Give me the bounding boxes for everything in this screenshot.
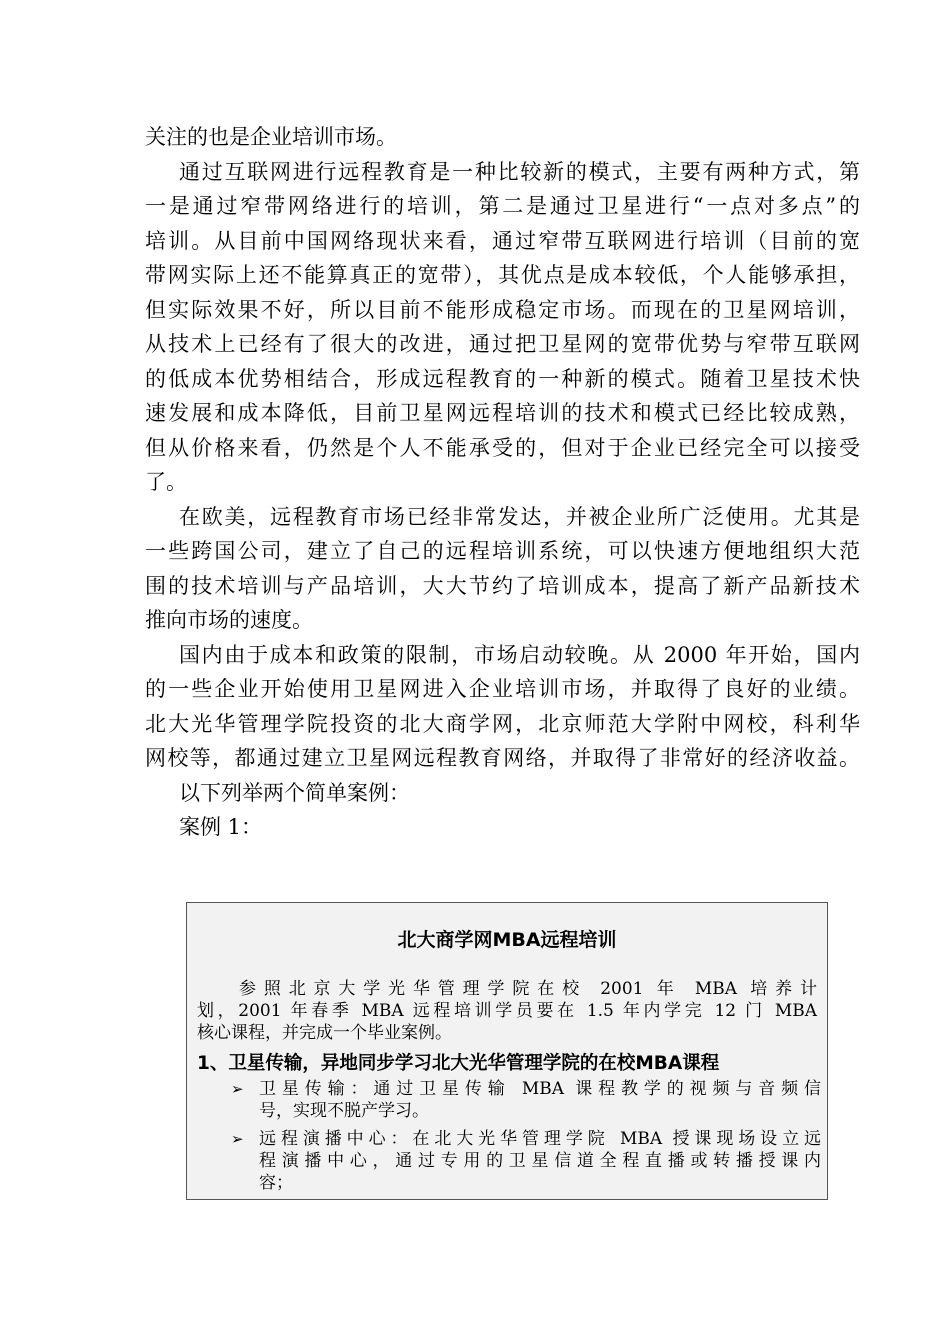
bullet-line: 程演播中心，通过专用的卫星信道全程直播或转播授课内 xyxy=(259,1151,821,1171)
body-text-line: 一些跨国公司，建立了自己的远程培训系统，可以快速方便地组织大范 xyxy=(145,539,860,563)
case-title: 北大商学网MBA远程培训 xyxy=(397,929,617,951)
body-text-line: 网校等，都通过建立卫星网远程教育网络，并取得了非常好的经济收益。 xyxy=(145,746,860,770)
bullet-line: 远程演播中心：在北大光华管理学院 MBA 授课现场设立远 xyxy=(259,1129,821,1149)
body-text-line: 从技术上已经有了很大的改进，通过把卫星网的宽带优势与窄带互联网 xyxy=(145,332,860,356)
arrow-bullet-icon: ➢ xyxy=(231,1080,244,1098)
body-text-line: 但实际效果不好，所以目前不能形成稳定市场。而现在的卫星网培训， xyxy=(145,297,860,322)
case-bullet-item xyxy=(231,1078,821,1122)
body-text-line: 一是通过窄带网络进行的培训，第二是通过卫星进行“一点对多点”的 xyxy=(145,194,860,218)
body-text-line: 通过互联网进行远程教育是一种比较新的模式，主要有两种方式，第 xyxy=(179,159,860,184)
body-text-line: 带网实际上还不能算真正的宽带），其优点是成本较低，个人能够承担， xyxy=(145,263,860,287)
body-text-line: 培训。从目前中国网络现状来看，通过窄带互联网进行培训（目前的宽 xyxy=(145,228,860,253)
body-text-line: 案例 1： xyxy=(179,815,263,839)
body-text-line: 了。 xyxy=(145,470,187,494)
body-text-line: 以下列举两个简单案例： xyxy=(179,780,410,805)
case-bullet-item xyxy=(231,1128,821,1194)
case-bullet-list xyxy=(231,1078,821,1200)
case-box xyxy=(186,902,828,1200)
body-text-line: 在欧美，远程教育市场已经非常发达，并被企业所广泛使用。尤其是 xyxy=(179,504,860,529)
bullet-line: 容； xyxy=(259,1173,293,1193)
case-paragraph-line: 划，2001 年春季 MBA 远程培训学员要在 1.5 年内学完 12 门 MBA xyxy=(197,1001,817,1021)
body-text-line: 围的技术培训与产品培训，大大节约了培训成本，提高了新产品新技术 xyxy=(145,573,860,598)
case-paragraph xyxy=(197,978,817,1044)
bullet-line: 号，实现不脱产学习。 xyxy=(259,1101,429,1121)
case-paragraph-line: 核心课程，并完成一个毕业案例。 xyxy=(197,1023,452,1043)
body-text xyxy=(145,120,860,845)
bullet-line: 卫星传输：通过卫星传输 MBA 课程教学的视频与音频信 xyxy=(259,1079,821,1099)
case-section-heading: 1、卫星传输，异地同步学习北大光华管理学院的在校MBA课程 xyxy=(197,1053,720,1074)
body-text-line: 但从价格来看，仍然是个人不能承受的，但对于企业已经完全可以接受 xyxy=(145,435,860,460)
body-text-line: 的一些企业开始使用卫星网进入企业培训市场，并取得了良好的业绩。 xyxy=(145,677,860,701)
body-text-line: 的低成本优势相结合，形成远程教育的一种新的模式。随着卫星技术快 xyxy=(145,366,860,391)
body-text-line: 速发展和成本降低，目前卫星网远程培训的技术和模式已经比较成熟， xyxy=(145,401,860,425)
case-paragraph-line: 参照北京大学光华管理学院在校 2001 年 MBA 培养计 xyxy=(239,979,817,999)
body-text-line: 推向市场的速度。 xyxy=(145,608,313,632)
body-text-line: 北大光华管理学院投资的北大商学网，北京师范大学附中网校，科利华 xyxy=(145,711,860,736)
arrow-bullet-icon: ➢ xyxy=(231,1130,244,1148)
body-text-line: 关注的也是企业培训市场。 xyxy=(145,125,397,149)
body-text-line: 国内由于成本和政策的限制，市场启动较晚。从 2000 年开始，国内 xyxy=(179,642,860,667)
